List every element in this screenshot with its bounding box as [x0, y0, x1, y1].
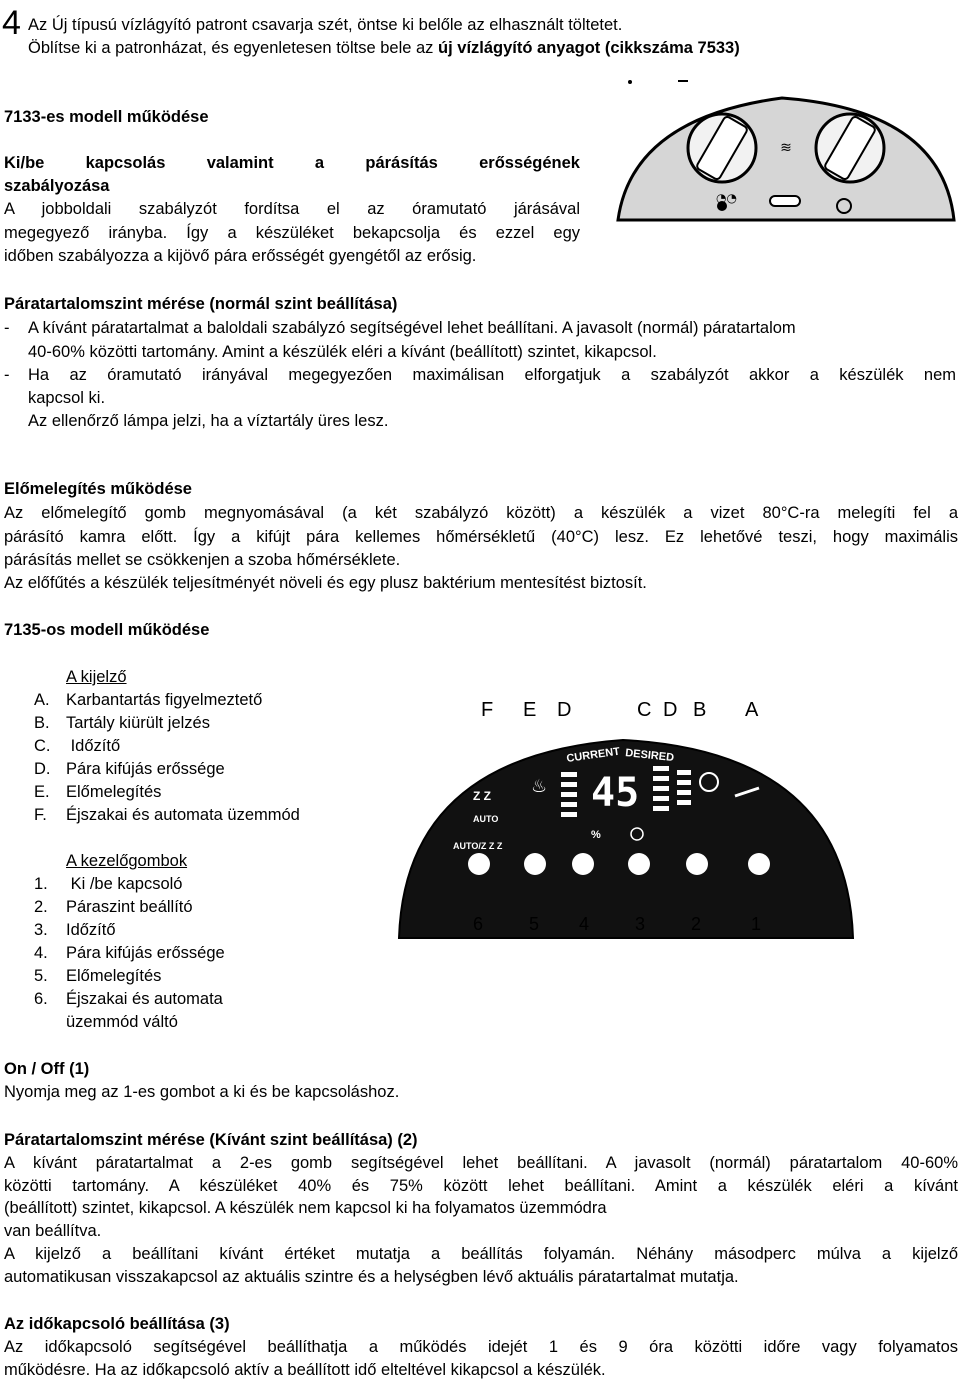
display-heading: A kijelző: [66, 668, 127, 686]
humidity-normal-item1-line1: A kívánt páratartalmat a baloldali szabályzó segítségével lehet beállítani. A javasolt (normál) páratartalom: [28, 319, 796, 337]
humidity-desired-line-3: (beállított) szintet, kikapcsol. A készülék nem kapcsol ki ha folyamatos üzemmódra: [4, 1199, 607, 1217]
panel-number-1: 1: [751, 914, 762, 934]
display-item: F. Éjszakai és automata üzemmód: [34, 806, 300, 824]
button-item: 3. Időzítő: [34, 921, 116, 939]
panel-number-3: 3: [635, 914, 646, 934]
intro-line-1: Az Új típusú vízlágyító patront csavarja szét, öntse ki belőle az elhasznált töltetet.: [28, 16, 623, 34]
model7135-title: 7135-os modell működése: [4, 621, 210, 639]
humidity-desired-line-1: A kívánt páratartalmat a 2-es gomb segítségével lehet beállítani. A javasolt (normál) páratartalom 40-60%: [4, 1154, 958, 1172]
panel-letter-d1: D: [557, 699, 572, 721]
panel-number-6: 6: [473, 914, 484, 934]
panel-number-5: 5: [529, 914, 540, 934]
display-item: E. Előmelegítés: [34, 783, 162, 801]
panel-number-2: 2: [691, 914, 702, 934]
panel-letter-c: C: [637, 699, 652, 721]
model7133-body-3: időben szabályozza a kijövő pára erősségét gyengétől az erősig.: [4, 247, 477, 265]
panel-desired-label: DESIRED: [624, 747, 675, 765]
intro-line-2-plain: Öblítse ki a patronházat, és egyenletesen töltse bele az: [28, 39, 439, 57]
button-item: 6. Éjszakai és automata: [34, 990, 223, 1008]
button-1[interactable]: [748, 853, 770, 875]
timer-title: Az időkapcsoló beállítása (3): [4, 1315, 230, 1333]
panel-readout: 45: [591, 770, 640, 816]
preheat-line-4: Az előfűtés a készülék teljesítményét növeli és egy plusz baktérium mentesítést biztosít.: [4, 574, 647, 592]
intro-line-2: [28, 37, 958, 60]
buttons-heading: A kezelőgombok: [66, 852, 188, 870]
button-4[interactable]: [572, 853, 594, 875]
model7133-body-2: megegyező irányba. Így a készüléket bekapcsolja és ezzel egy: [4, 224, 580, 242]
panel-current-label: CURRENT: [565, 745, 621, 765]
humidity-normal-item2-line1: Ha az óramutató irányával megegyezően maximálisan elforgatjuk a szabályzót akkor a készülék nem: [28, 366, 956, 384]
panel-letter-b: B: [693, 699, 707, 721]
display-item: C. Időzítő: [34, 737, 121, 755]
panel-auto-button-label: AUTO/Z Z Z: [453, 841, 503, 851]
panel-letter-d2: D: [663, 699, 678, 721]
panel-auto: AUTO: [473, 814, 499, 824]
panel-letter-f: F: [481, 699, 494, 721]
humidity-normal-dash-1: -: [4, 319, 10, 337]
preheat-line-2: párásító kamra előtt. Így a kifújt pára kellemes hőmérsékletű (40°C) lesz. Ez lehetővé teszi, hogy maximális: [4, 528, 958, 546]
page-number: 4: [2, 4, 21, 42]
panel-percent: %: [591, 829, 601, 841]
timer-line-1: Az időkapcsoló segítségével beállíthatja a működés idejét 1 és 9 óra közötti időre vagy folyamatos: [4, 1338, 958, 1356]
humidity-normal-item2-line3: Az ellenőrző lámpa jelzi, ha a víztartály üres lesz.: [28, 412, 389, 430]
humidity-desired-title: Páratartalomszint mérése (Kívánt szint beállítása) (2): [4, 1131, 418, 1149]
model7133-subtitle-1: Ki/be kapcsolás valamint a párásítás erősségének: [4, 154, 580, 172]
humidity-normal-item1-line2: 40-60% közötti tartomány. Amint a készülék eléri a kívánt (beállított) szintet, kikapcsol.: [28, 343, 657, 361]
model7135-control-panel-image: [395, 692, 855, 944]
display-item: A. Karbantartás figyelmeztető: [34, 691, 263, 709]
display-item: D. Pára kifújás erőssége: [34, 760, 225, 778]
humidity-desired-line-4: van beállítva.: [4, 1222, 102, 1240]
button-item-6-continued: üzemmód váltó: [66, 1013, 178, 1031]
button-5[interactable]: [524, 853, 546, 875]
button-2[interactable]: [686, 853, 708, 875]
svg-text:≋: ≋: [780, 140, 792, 156]
panel-zz: Z Z: [473, 789, 491, 803]
humidity-desired-line-6: automatikusan visszakapcsol az aktuális szintre és a helységben lévő aktuális páratartalmat mutatja.: [4, 1268, 739, 1286]
timer-line-2: működésre. Ha az időkapcsoló aktív a beállított idő elteltével kikapcsol a készülék.: [4, 1361, 606, 1379]
humidity-desired-line-2: közötti tartomány. A készüléket 40% és 75% között lehet beállítani. Amint a készülék eléri a kívánt: [4, 1177, 958, 1195]
humidity-desired-line-5: A kijelző a beállítani kívánt értéket mutatja a beállítás folyamán. Néhány másodperc múlva a kijelző: [4, 1245, 958, 1263]
humidity-normal-dash-2: -: [4, 366, 10, 384]
button-item: 1. Ki /be kapcsoló: [34, 875, 183, 893]
preheat-title: Előmelegítés működése: [4, 480, 192, 498]
button-item: 5. Előmelegítés: [34, 967, 162, 985]
button-item: 2. Páraszint beállító: [34, 898, 193, 916]
model7133-body-1: A jobboldali szabályzót fordítsa el az óramutató járásával: [4, 200, 580, 218]
panel-number-4: 4: [579, 914, 590, 934]
humidity-normal-title: Páratartalomszint mérése (normál szint beállítása): [4, 295, 398, 313]
button-6[interactable]: [468, 853, 490, 875]
onoff-title: On / Off (1): [4, 1060, 90, 1078]
onoff-body: Nyomja meg az 1-es gombot a ki és be kapcsoláshoz.: [4, 1083, 400, 1101]
panel-letter-e: E: [523, 699, 537, 721]
model7133-control-panel-image: [612, 78, 958, 238]
humidity-normal-item2-line2: kapcsol ki.: [28, 389, 106, 407]
preheat-line-3: párásítás mellet se csökkenjen a szoba hőmérséklete.: [4, 551, 401, 569]
model7133-title: 7133-es modell működése: [4, 108, 209, 126]
button-3[interactable]: [628, 853, 650, 875]
preheat-line-1: Az előmelegítő gomb megnyomásával (a két szabályzó között) a készülék a vizet 80°C-ra melegíti fel a: [4, 504, 958, 522]
button-item: 4. Pára kifújás erőssége: [34, 944, 225, 962]
svg-text:◔◔: ◔◔: [716, 191, 737, 205]
intro-line-2-bold: új vízlágyító anyagot (cikkszáma 7533): [438, 39, 740, 57]
model7133-subtitle-2: szabályozása: [4, 177, 110, 195]
display-item: B. Tartály kiürült jelzés: [34, 714, 210, 732]
panel-flame-icon: ♨: [531, 776, 548, 797]
panel-letter-a: A: [745, 699, 759, 721]
